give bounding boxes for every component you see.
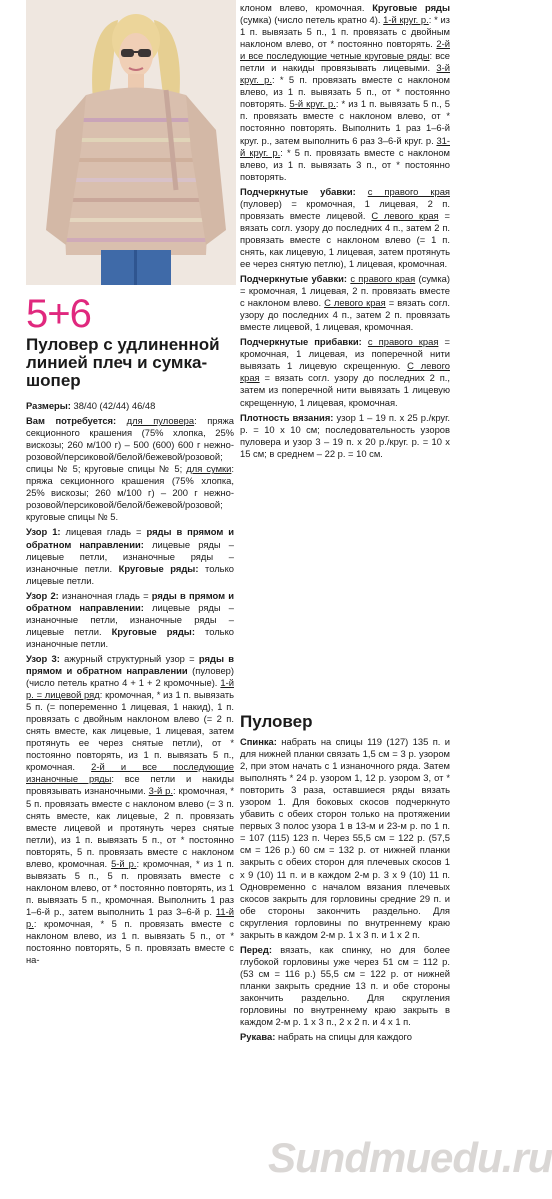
materials-label: Вам потребуется: (26, 415, 117, 427)
pattern-title: Пуловер с удлиненной линией плеч и сумка-шопер (26, 335, 220, 390)
circ-c: (сумка) (число петель кратно 4). (240, 14, 384, 26)
pattern2-label: Узор 2: (26, 589, 59, 601)
pattern2-c: лицевые ряды – изнаночные петли, изнаночные ряды – лицевые петли. (26, 601, 234, 637)
pattern3-a: ажурный структурный узор = (59, 652, 199, 664)
pattern3-row3: 3-й р. (148, 785, 173, 797)
right-top-text (240, 2, 450, 463)
pattern2-e: только изнаночные петли. (26, 625, 234, 649)
materials-bag-label: для сумки (186, 463, 232, 475)
sizes-paragraph (26, 400, 234, 412)
left-body-text (26, 400, 234, 969)
increase-right-edge: с правого края (367, 336, 439, 348)
materials-bag-text: : пряжа секционного крашения (75% хлопка, 25% вискозы; 260 м/100 г) – 200 г нежно-розовой/персиковой/белой/бежевой/розовой; круговые спицы № 5. (26, 463, 234, 523)
pattern1-b: ряды в прямом и обратном направлении: (26, 526, 234, 550)
circ-a: клоном влево, кромочная. (240, 2, 373, 13)
pattern3-h: : кромочная, * 5 п. провязать вместе с наклоном влево, из 1 п. вывязать 5 п., от * постоянно повторять, 5 п. провязать вместе с на- (26, 917, 234, 966)
materials-pullover-text: : пряжа секционного крашения (75% хлопка, 25% вискозы; 260 м/100 г) – 500 (600) 600 г нежно-розовой/персиковой/белой/бежевой/розовой; спицы № 5; круговые спицы № 5; (26, 415, 234, 475)
left-column (26, 0, 234, 1199)
decrease1-left-edge: С левого края (371, 209, 439, 221)
decrease1-right-edge: с правого края (367, 185, 450, 197)
materials-pullover-label: для пуловера (126, 415, 195, 427)
pattern3-row1: 1-й р. = лицевой ряд (26, 677, 234, 701)
increase-a: = кромочная, 1 лицевая, из поперечной нити вывязать 1 лицевую скрещенную. (240, 336, 450, 372)
decrease1-a: (пуловер) = кромочная, 1 лицевая, 2 п. провязать вместе лицевой. (240, 197, 450, 221)
front-text: вязать, как спинку, но для более глубокой горловины уже через 51 см = 112 р. (53 см = 116 р.) 55,5 см = 122 р. от нижней планки закрыть средние 13 п. и обе стороны закончить раздельно. Для скругления горловины по внутреннему краю закрыть в каждом 2-м р. 1 x 3 п., 2 x 2 п. и 4 x 1 п. (240, 943, 450, 1028)
pattern3-d: : кромочная, * из 1 п. вывязать 5 п. (= попеременно 1 лицевая, 1 накид), 1 п. провязать с двойным наклоном влево (= 2 п. снять вместе, как лицевые, 1 лицевая, затем протянуть ее через снятые петли), от * постоянно повторять, из 1 п. вывязать 5 п., кромочная. (26, 689, 234, 773)
pattern-number: 5+6 (26, 292, 91, 336)
right-bottom-text (240, 736, 450, 1046)
increase-left-edge: С левого края (240, 360, 450, 384)
pattern2-d: Круговые ряды: (111, 625, 195, 637)
sizes-label: Размеры: (26, 400, 71, 411)
model-photo (26, 0, 236, 285)
decrease2-paragraph (240, 273, 450, 333)
pattern1-label: Узор 1: (26, 526, 61, 538)
circ-g: : * из 1 п. вывязать 5 п., 5 п. провязать вместе с наклоном влево, от * постоянно повторять. Выполнить 1 раз 1–6-й круг. р., затем выполнить 6 раз 3–6-й круг. р. (240, 98, 450, 146)
pattern3-f: : кромочная, * 5 п. провязать вместе с наклоном влево (= 3 п. снять вместе, как лицевые, 2 п. провязать вместе лицевой и протянуть через снятые петли), из 1 п. вывязать 5 п., от * постоянно повторять, 5 п. провязать вместе с наклоном влево, кромочная. (26, 785, 235, 869)
decrease1-b: = вязать согл. узору до последних 4 п., затем 2 п. провязать вместе с наклоном влево (= 1 п. снять, как лицевую, 1 лицевая, затем протянуть ее через снятую петлю), 1 лицевая, кромочная. (240, 209, 450, 269)
pattern3-g: : кромочная, * из 1 п. вывязать 5 п., 5 п. провязать вместе с наклоном влево, от * постоянно повторять, из 1 п. вывязать 5 п., кромочная. Выполнить 1 раз 1–6-й р., затем выполнить 1 раз 3–6-й р. (26, 857, 235, 917)
right-column (240, 0, 450, 1199)
circ-row3: 3-й круг. р. (240, 62, 450, 86)
increase-paragraph (240, 336, 450, 408)
sleeves-paragraph (240, 1031, 450, 1043)
front-label: Перед: (240, 943, 272, 955)
circ-h: : * 5 п. провязать вместе с наклоном влево, из 1 п. вывязать 3 п., от * постоянно повторять. (240, 146, 451, 182)
decrease1-paragraph (240, 186, 450, 270)
section-title-pullover: Пуловер (240, 712, 313, 731)
pattern3-paragraph (26, 653, 234, 966)
pattern1-d: Круговые ряды: (118, 562, 199, 574)
back-paragraph (240, 736, 450, 941)
circ-e: : все петли и накиды провязывать лицевыми. (240, 50, 450, 74)
pattern1-paragraph (26, 526, 234, 586)
circ-row31: 31-й круг. р. (240, 134, 450, 158)
decrease1-label: Подчеркнутые убавки: (240, 185, 356, 197)
gauge-text: узор 1 – 19 п. x 25 р./круг. р. = 10 x 10 см; последовательность узоров пуловера и узор 3 – 19 п. x 20 р./круг. р. = 10 x 15 см; в среднем – 22 р. = 10 см. (240, 411, 450, 459)
back-label: Спинка: (240, 736, 277, 747)
circ-row2: 2-й и все последующие четные круговые ряды (240, 38, 450, 62)
pattern1-e: только лицевые петли. (26, 562, 234, 586)
circ-label: Круговые ряды (372, 2, 451, 13)
materials-paragraph (26, 415, 234, 523)
pattern3-e: : все петли и накиды провязывать изнаночными. (26, 773, 235, 797)
increase-b: = вязать согл. узору до последних 2 п., затем из поперечной нити вывязать 1 лицевую скрещенную, 1 лицевая, кромочная. (240, 372, 450, 408)
decrease2-left-edge: С левого края (324, 297, 386, 309)
pattern3-b: ряды в прямом и обратном направлении (26, 652, 234, 676)
back-text: набрать на спицы 119 (127) 135 п. и для нижней планки связать 1,5 см = 3 р. узором 2, при этом начать с 1 изнаночного ряда. Затем выполнять * 24 р. узором 1, 12 р. узором 3, от * повторить 3 раза, оставшиеся ряды вязать узором 1. Для боковых скосов подчеркнуто убавить с обеих сторон только на протяжении первых 3 полос узора 1 в 13-м и 23-м р. по 1 п. = 107 (115) 123 п. Через 55,5 см = 122 р. (57,5 см = 126 р.) 60 см = 132 р. от нижней планки закрыть с обеих сторон для плечевых скосов 1 x 9 (10) 11 п. и в каждом 2-м р. 3 x 9 (10) 11 п. Одновременно с началом вязания плечевых скосов закрыть для горловины средние 29 п. и обе стороны закончить раздельно. Для скругления горловины по внутреннему краю закрыть в каждом 2-м р. 1 x 3 п. и 1 x 2 п. (240, 736, 450, 940)
decrease2-right-edge: с правого края (350, 273, 416, 285)
circ-row5: 5-й круг. р. (289, 98, 336, 110)
pattern1-a: лицевая гладь = (60, 526, 147, 538)
gauge-label: Плотность вязания: (240, 411, 334, 423)
decrease2-a: (сумка) = кромочная, 1 лицевая, 2 п. провязать вместе с наклоном влево. (240, 273, 451, 309)
sleeves-label: Рукава: (240, 1031, 276, 1043)
pattern3-label: Узор 3: (26, 652, 60, 664)
pattern3-c: (пуловер) (число петель кратно 4 + 1 + 2 кромочные). (26, 664, 235, 689)
pattern2-paragraph (26, 590, 234, 650)
model-photo-illustration (26, 0, 236, 285)
circ-row1: 1-й круг. р. (383, 14, 429, 26)
pattern2-a: изнаночная гладь = (58, 589, 152, 601)
pattern3-row5: 5-й р. (111, 857, 137, 869)
pattern3-row2: 2-й и все последующие изнаночные ряды (26, 761, 234, 785)
sizes-value: 38/40 (42/44) 46/48 (70, 400, 156, 411)
increase-label: Подчеркнутые прибавки: (240, 336, 362, 348)
circular-rows-paragraph (240, 2, 450, 183)
pattern3-row11: 11-й р. (26, 905, 234, 929)
pattern1-c: лицевые ряды – лицевые петли, изнаночные ряды – изнаночные петли. (26, 538, 234, 574)
gauge-paragraph (240, 412, 450, 460)
circ-f: : * 5 п. провязать вместе с наклоном влево, из 1 п. вывязать 5 п., от * постоянно повторять. (240, 74, 451, 110)
pattern2-b: ряды в прямом и обратном направлении: (26, 589, 234, 613)
circ-d: : * из 1 п. вывязать 5 п., 1 п. провязать с двойным наклоном влево, от * постоянно повторять. (240, 14, 450, 50)
front-paragraph (240, 944, 450, 1028)
sleeves-text: набрать на спицы для каждого (275, 1031, 412, 1043)
decrease2-b: = вязать согл. узору до последних 4 п., затем 2 п. провязать вместе лицевой, 1 лицевая, кромочная. (240, 297, 450, 333)
site-watermark: Sundmuedu.ru (268, 1134, 552, 1181)
decrease2-label: Подчеркнутые убавки: (240, 273, 348, 285)
